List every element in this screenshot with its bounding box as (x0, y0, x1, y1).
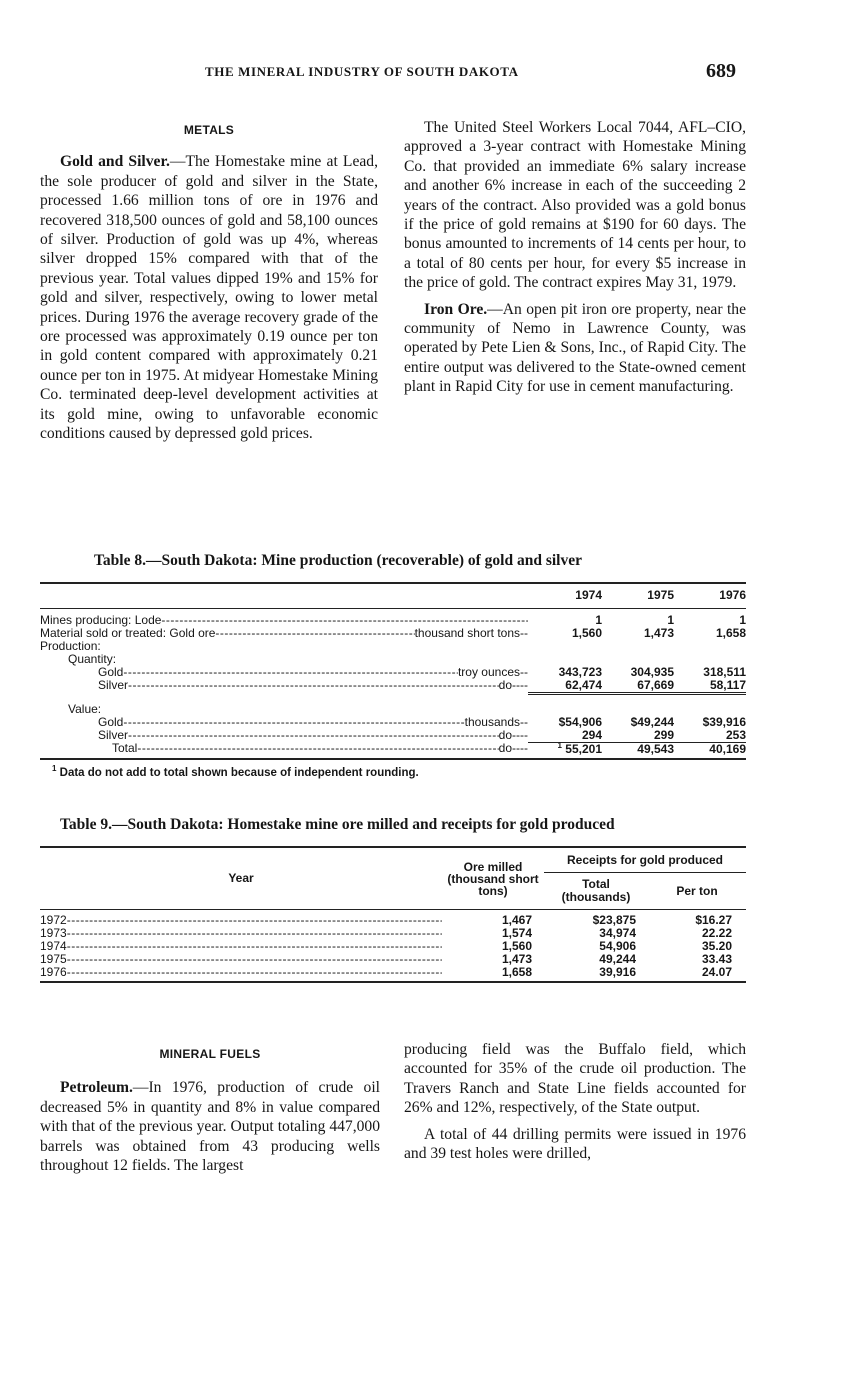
table9-title: Table 9.—South Dakota: Homestake mine ore milled and receipts for gold produced (60, 816, 615, 833)
drilling-permits-paragraph: A total of 44 drilling permits were issued in 1976 and 39 test holes were drilled, (404, 1125, 746, 1163)
table-row: 1974 ----- 1,560 54,906 35.20 (40, 940, 746, 953)
table9-per-ton-header: Per ton (648, 873, 746, 910)
petroleum-paragraph (40, 1078, 380, 1175)
table8-row-total: Total ----- do ---- $^1$ 55,201 49,543 40,169 (40, 742, 746, 759)
section-heading-mineral-fuels: MINERAL FUELS (159, 1047, 261, 1061)
table8 (40, 582, 746, 760)
section-heading-metals: METALS (183, 123, 235, 137)
table8-row-quantity: Quantity: (68, 651, 117, 666)
left-column (40, 121, 378, 444)
table9 (40, 846, 746, 983)
table8-row-value-silver: Silver ----- do ---- 294 299 253 (40, 729, 746, 743)
petroleum-text: —In 1976, production of crude oil decreased 5% in quantity and 8% in value compared with that of the previous year. Output totaling 447,000 barrels was obtained from 43 producing wells throughout 12 fields. The largest (40, 1079, 380, 1175)
table8-year-header: 1974 (528, 583, 602, 609)
gold-silver-text: —The Homestake mine at Lead, the sole producer of gold and silver in the State, processed 1.66 million tons of ore in 1976 and recovered 318,500 ounces of gold and 58,100 ounces of silver. Production of gold was up 4%, whereas silver dropped 15% compared with that of the previous year. Total values dipped 19% and 15% for gold and silver, respectively, owing to lower metal prices. During 1976 the average recovery grade of the ore processed was approximately 0.19 ounce per ton in gold content compared with approximately 0.21 ounce per ton in 1975. At midyear Homestake Mining Co. terminated deep-level development activities at its gold mine, owing to unfavorable economic conditions caused by depressed gold prices. (40, 153, 378, 443)
page-number: 689 (706, 60, 736, 82)
table8-row-value: Value: (68, 701, 102, 716)
table9-year-header: Year (40, 847, 442, 910)
table8-row-value-gold: Gold ----- thousands -- $54,906 $49,244 $39,916 (40, 716, 746, 729)
buffalo-field-paragraph: producing field was the Buffalo field, which accounted for 35% of the crude oil production. The Travers Ranch and State Line fields accounted for 26% and 12%, respectively, of the State output. (404, 1041, 746, 1117)
table9-receipts-header: Receipts for gold produced (544, 847, 746, 873)
table8-row-quantity-silver: Silver ----- do ---- 62,474 67,669 58,117 (40, 679, 746, 694)
table8-total-1974: $^1$ 55,201 (528, 742, 602, 759)
table-row: 1975 ----- 1,473 49,244 33.43 (40, 953, 746, 966)
table8-row-mines: Mines producing: Lode ----- 1 1 1 (40, 614, 746, 627)
gold-silver-paragraph (40, 152, 378, 443)
iron-ore-text: —An open pit iron ore property, near the community of Nemo in Lawrence County, was operated by Pete Lien & Sons, Inc., of Rapid City. The entire output was delivered to the State-owned cement plant in Rapid City for use in cement manufacturing. (404, 300, 746, 396)
table-row: 1973 ----- 1,574 34,974 22.22 (40, 927, 746, 940)
run-in-petroleum: Petroleum. (60, 1079, 133, 1097)
table-row: 1972 ----- 1,467 $23,875 $16.27 (40, 914, 746, 927)
right-column (404, 118, 746, 397)
running-title: THE MINERAL INDUSTRY OF SOUTH DAKOTA (205, 64, 519, 79)
union-contract-paragraph: The United Steel Workers Local 7044, AFL–CIO, approved a 3-year contract with Homestake Mining Co. that provided an immediate 6% salary increase and another 6% increase in each of the succeeding 2 years of the contract. Also provided was a gold bonus if the price of gold remains at $190 for 60 days. The bonus amounted to increments of 14 cents per hour, to a total of 80 cents per hour, for every $5 increase in the price of gold. The contract expires May 31, 1979. (404, 119, 746, 292)
table8-title: Table 8.—South Dakota: Mine production (recoverable) of gold and silver (94, 552, 582, 569)
table8-footnote: $^1$ Data do not add to total shown because of independent rounding. (52, 764, 419, 779)
bottom-right-column (404, 1040, 746, 1163)
table8-row-production: Production: (40, 638, 101, 653)
table8-header-blank (40, 583, 528, 609)
table9-total-header: Total (thousands) (544, 873, 648, 910)
table8-header-row (40, 583, 746, 609)
table8-year-header: 1976 (674, 583, 746, 609)
bottom-left-column (40, 1045, 380, 1175)
run-in-iron-ore: Iron Ore. (424, 300, 488, 318)
table9-ore-header: Ore milled (thousand short tons) (442, 847, 544, 910)
run-in-gold-silver: Gold and Silver. (60, 153, 170, 171)
table9-header-row1 (40, 847, 746, 873)
footnote-marker: 1 (557, 740, 562, 750)
table8-year-header: 1975 (602, 583, 674, 609)
iron-ore-paragraph (404, 300, 746, 397)
table8-row-material: Material sold or treated: Gold ore ----- thousand short tons -- 1,560 1,473 1,658 (40, 627, 746, 640)
table-row: 1976 ----- 1,658 39,916 24.07 (40, 966, 746, 982)
table8-row-quantity-gold: Gold ----- troy ounces -- 343,723 304,935 318,511 (40, 666, 746, 679)
